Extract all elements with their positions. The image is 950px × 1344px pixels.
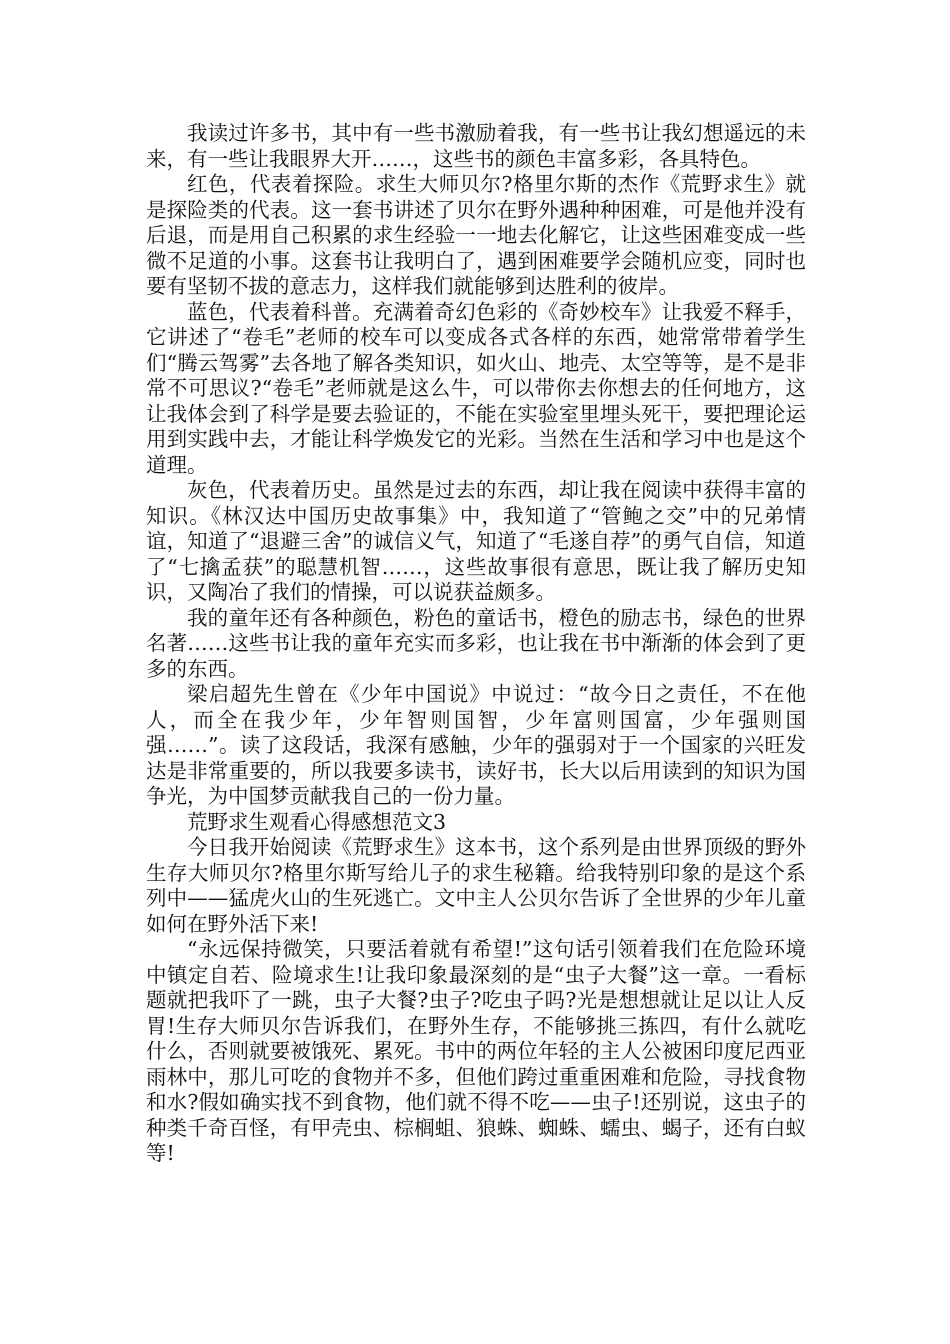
document-body	[146, 121, 806, 1167]
paragraph-reading-start: 今日我开始阅读《荒野求生》这本书，这个系列是由世界顶级的野外生存大师贝尔?格里尔斯写给儿子的求生秘籍。给我特别印象的是这个系列中——猛虎火山的生死逃亡。文中主人公贝尔告诉了全世界的少年儿童如何在野外活下来!	[146, 835, 806, 936]
paragraph-intro: 我读过许多书，其中有一些书激励着我，有一些书让我幻想遥远的未来，有一些让我眼界大开……，这些书的颜色丰富多彩，各具特色。	[146, 121, 806, 171]
paragraph-colors: 我的童年还有各种颜色，粉色的童话书，橙色的励志书，绿色的世界名著……这些书让我的童年充实而多彩，也让我在书中渐渐的体会到了更多的东西。	[146, 605, 806, 681]
paragraph-red: 红色，代表着探险。求生大师贝尔?格里尔斯的杰作《荒野求生》就是探险类的代表。这一套书讲述了贝尔在野外遇种种困难，可是他并没有后退，而是用自己积累的求生经验一一地去化解它，让这些困难变成一些微不足道的小事。这套书让我明白了，遇到困难要学会随机应变，同时也要有坚韧不拔的意志力，这样我们就能够到达胜利的彼岸。	[146, 172, 806, 298]
section-title: 荒野求生观看心得感想范文3	[187, 809, 447, 834]
paragraph-liang-qichao: 梁启超先生曾在《少年中国说》中说过：“故今日之责任，不在他人，而全在我少年，少年智则国智，少年富则国富，少年强则国强……”。读了这段话，我深有感触，少年的强弱对于一个国家的兴旺发达是非常重要的，所以我要多读书，读好书，长大以后用读到的知识为国争光，为中国梦贡献我自己的一份力量。	[146, 682, 806, 808]
paragraph-blue: 蓝色，代表着科普。充满着奇幻色彩的《奇妙校车》让我爱不释手，它讲述了“卷毛”老师的校车可以变成各式各样的东西，她常常带着学生们“腾云驾雾”去各地了解各类知识，如火山、地壳、太空等等，是不是非常不可思议?“卷毛”老师就是这么牛，可以带你去你想去的任何地方，这让我体会到了科学是要去验证的，不能在实验室里埋头死干，要把理论运用到实践中去，才能让科学焕发它的光彩。当然在生活和学习中也是这个道理。	[146, 299, 806, 477]
paragraph-insect-meal: “永远保持微笑，只要活着就有希望!”这句话引领着我们在危险环境中镇定自若、险境求生!让我印象最深刻的是“虫子大餐”这一章。一看标题就把我吓了一跳，虫子大餐?虫子?吃虫子吗?光是想想就让足以让人反胃!生存大师贝尔告诉我们，在野外生存，不能够挑三拣四，有什么就吃什么，否则就要被饿死、累死。书中的两位年轻的主人公被困印度尼西亚雨林中，那儿可吃的食物并不多，但他们跨过重重困难和危险，寻找食物和水?假如确实找不到食物，他们就不得不吃——虫子!还别说，这虫子的种类千奇百怪，有甲壳虫、棕榈蛆、狼蛛、蜘蛛、蠕虫、蝎子，还有白蚁等!	[146, 937, 806, 1165]
paragraph-gray: 灰色，代表着历史。虽然是过去的东西，却让我在阅读中获得丰富的知识。《林汉达中国历史故事集》中，我知道了“管鲍之交”中的兄弟情谊，知道了“退避三舍”的诚信义气，知道了“毛遂自荐”的勇气自信，知道了“七擒孟获”的聪慧机智……，这些故事很有意思，既让我了解历史知识，又陶冶了我们的情操，可以说获益颇多。	[146, 478, 806, 604]
